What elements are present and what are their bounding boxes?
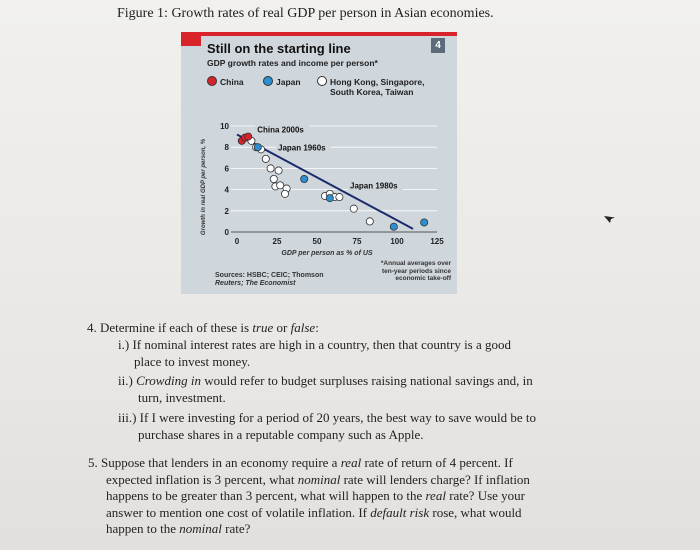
chart-footnote xyxy=(347,260,451,283)
footnote-line-1: *Annual averages over xyxy=(380,260,451,267)
legend-label-china: China xyxy=(220,77,244,87)
q4-item-1-line1: i.) If nominal interest rates are high in a country, then that country is a good xyxy=(118,337,512,352)
data-point-japan-5 xyxy=(421,219,428,226)
q4-item-3-line1: iii.) If I were investing for a period of 20 years, the best way to save would be to xyxy=(118,410,537,425)
economist-chart-panel xyxy=(181,32,457,294)
annotation-1: China 2000s xyxy=(257,125,304,135)
x-tick-label-25: 25 xyxy=(272,237,282,246)
q5-line-4: answer to mention one cost of volatile inflation. If default risk rose, what would xyxy=(106,504,522,520)
footnote-line-3: economic take-off xyxy=(395,275,451,282)
annotation-2: Japan 1960s xyxy=(278,143,326,153)
chart-subtitle: GDP growth rates and income per person* xyxy=(207,58,378,68)
x-tick-label-125: 125 xyxy=(430,237,444,246)
data-point-china-3 xyxy=(245,133,252,140)
chart-sources xyxy=(215,272,324,288)
legend-label-tigers-line1: Hong Kong, Singapore, xyxy=(330,77,425,87)
data-point-hong-kong-17 xyxy=(366,218,373,225)
q5-line-5: happen to the nominal rate? xyxy=(106,521,251,536)
figure-caption: Figure 1: Growth rates of real GDP per person in Asian economies. xyxy=(117,6,494,21)
chart-title: Still on the starting line xyxy=(207,41,351,56)
data-point-hong-kong-16 xyxy=(350,205,357,212)
data-point-japan-2 xyxy=(301,175,308,182)
q5-line-1: 5. Suppose that lenders in an economy require a real rate of return of 4 percent. If xyxy=(88,455,513,470)
sources-line-2: Reuters; The Economist xyxy=(215,280,296,287)
x-tick-label-75: 75 xyxy=(352,237,362,246)
y-tick-label-6: 6 xyxy=(224,164,229,174)
data-point-hong-kong-11 xyxy=(281,190,288,197)
question-4-item-1 xyxy=(118,337,608,370)
data-point-hong-kong-8 xyxy=(275,167,282,174)
y-tick-label-8: 8 xyxy=(224,143,229,153)
data-point-japan-4 xyxy=(390,223,397,230)
annotation-3: Japan 1980s xyxy=(350,181,398,191)
x-tick-label-0: 0 xyxy=(234,237,240,246)
question-4-intro: 4. Determine if each of these is true or false: xyxy=(87,320,319,335)
true-emph: true xyxy=(252,320,274,335)
y-tick-label-0: 0 xyxy=(224,228,229,237)
q4-item-3-line2: purchase shares in a reputable company such as Apple. xyxy=(138,426,424,442)
q4-item-2-line1: ii.) Crowding in would refer to budget surpluses raising national savings and, in xyxy=(118,373,533,388)
y-axis-label: Growth in real GDP per person, % xyxy=(201,138,207,236)
x-axis-label: GDP per person as % of US xyxy=(281,250,373,257)
data-point-hong-kong-15 xyxy=(336,193,343,200)
false-emph: false xyxy=(290,320,316,335)
data-point-hong-kong-6 xyxy=(270,175,277,182)
x-tick-label-100: 100 xyxy=(390,237,404,246)
data-point-japan-1 xyxy=(254,144,261,151)
x-tick-label-50: 50 xyxy=(312,237,322,246)
question-5 xyxy=(88,455,598,538)
data-point-hong-kong-5 xyxy=(267,165,274,172)
legend-label-tigers-line2: South Korea, Taiwan xyxy=(330,87,414,97)
q4-item-2-line2: turn, investment. xyxy=(138,389,226,405)
q5-line-2: expected inflation is 3 percent, what nominal rate will lenders charge? If inflation xyxy=(106,471,530,487)
data-point-japan-3 xyxy=(326,194,333,201)
question-4-item-3 xyxy=(118,410,608,443)
q5-line-3: happens to be greater than 3 percent, what will happen to the real rate? Use your xyxy=(106,488,526,503)
y-tick-label-10: 10 xyxy=(220,122,229,131)
q4-item-1-line2: place to invest money. xyxy=(134,353,251,369)
footnote-line-2: ten-year periods since xyxy=(382,267,451,275)
chart-badge: 4 xyxy=(431,38,445,53)
scatter-plot xyxy=(181,36,457,294)
legend-label-japan: Japan xyxy=(276,77,301,87)
y-tick-label-2: 2 xyxy=(224,206,229,216)
mouse-cursor-icon xyxy=(603,211,617,225)
sources-line-1: Sources: HSBC; CEIC; Thomson xyxy=(215,272,324,279)
question-4-item-2 xyxy=(118,373,608,406)
data-point-hong-kong-4 xyxy=(262,155,269,162)
y-tick-label-4: 4 xyxy=(224,185,229,195)
